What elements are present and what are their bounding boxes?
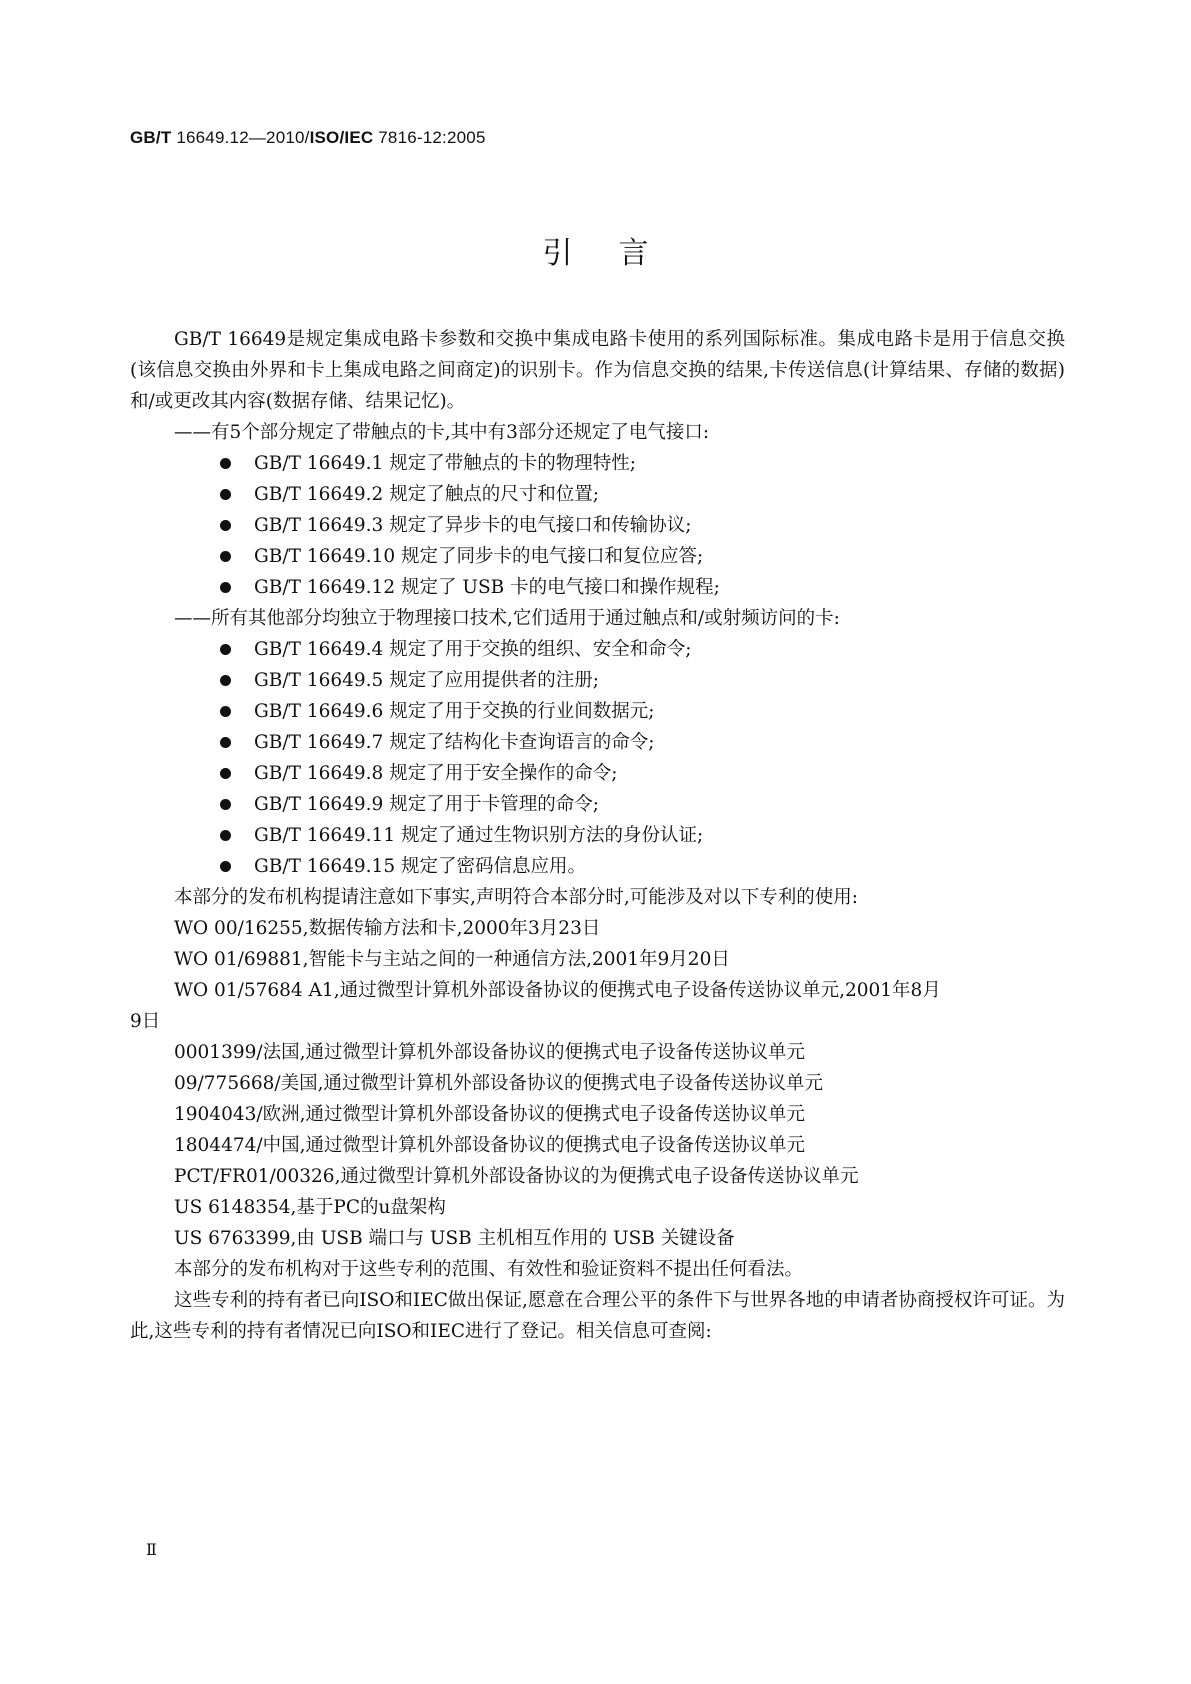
list-item: GB/T 16649.6 规定了用于交换的行业间数据元; (130, 696, 1065, 727)
page-number: Ⅱ (146, 1540, 157, 1559)
patent-entry-line1: WO 01/57684 A1,通过微型计算机外部设备协议的便携式电子设备传送协议单元,2001年8月 (174, 980, 941, 1001)
patent-entry: US 6148354,基于PC的u盘架构 (174, 1197, 446, 1218)
standard-header (130, 128, 486, 148)
bullet-icon (220, 830, 231, 841)
iso-number: 7816-12:2005 (373, 128, 486, 147)
patent-entry-line2: 9日 (130, 1011, 161, 1032)
bullet-icon (220, 551, 231, 562)
list-item: GB/T 16649.3 规定了异步卡的电气接口和传输协议; (130, 510, 1065, 541)
iso-prefix: ISO/IEC (309, 128, 374, 147)
bullet-icon (220, 644, 231, 655)
standard-number: 16649.12—2010/ (171, 128, 310, 147)
list-item: GB/T 16649.7 规定了结构化卡查询语言的命令; (130, 727, 1065, 758)
group1-lead: ——有5个部分规定了带触点的卡,其中有3部分还规定了电气接口: (174, 422, 710, 443)
bullet-icon (220, 489, 231, 500)
bullet-icon (220, 799, 231, 810)
bullet-icon (220, 861, 231, 872)
bullet-icon (220, 737, 231, 748)
bullet-icon (220, 458, 231, 469)
list-item: GB/T 16649.4 规定了用于交换的组织、安全和命令; (130, 634, 1065, 665)
intro-paragraph: GB/T 16649是规定集成电路卡参数和交换中集成电路卡使用的系列国际标准。集成电路卡是用于信息交换(该信息交换由外界和卡上集成电路之间商定)的识别卡。作为信息交换的结果,卡传送信息(计算结果、存储的数据)和/或更改其内容(数据存储、结果记忆)。 (130, 329, 1065, 412)
patent-entry: 1904043/欧洲,通过微型计算机外部设备协议的便携式电子设备传送协议单元 (174, 1104, 806, 1125)
closing-paragraph: 本部分的发布机构对于这些专利的范围、有效性和验证资料不提出任何看法。 (174, 1259, 804, 1280)
patent-entry: PCT/FR01/00326,通过微型计算机外部设备协议的为便携式电子设备传送协议单元 (174, 1166, 859, 1187)
patent-entry: WO 01/69881,智能卡与主站之间的一种通信方法,2001年9月20日 (174, 949, 730, 970)
list-item: GB/T 16649.5 规定了应用提供者的注册; (130, 665, 1065, 696)
patent-intro: 本部分的发布机构提请注意如下事实,声明符合本部分时,可能涉及对以下专利的使用: (174, 887, 858, 908)
bullet-icon (220, 582, 231, 593)
list-item: GB/T 16649.10 规定了同步卡的电气接口和复位应答; (130, 541, 1065, 572)
standard-prefix: GB/T (130, 128, 172, 147)
patent-entry: WO 00/16255,数据传输方法和卡,2000年3月23日 (174, 918, 601, 939)
list-item: GB/T 16649.11 规定了通过生物识别方法的身份认证; (130, 820, 1065, 851)
bullet-icon (220, 520, 231, 531)
bullet-icon (220, 675, 231, 686)
list-item: GB/T 16649.8 规定了用于安全操作的命令; (130, 758, 1065, 789)
list-item: GB/T 16649.1 规定了带触点的卡的物理特性; (130, 448, 1065, 479)
patent-entry: 09/775668/美国,通过微型计算机外部设备协议的便携式电子设备传送协议单元 (174, 1073, 824, 1094)
page-title: 引言 (542, 236, 695, 271)
document-body (130, 324, 1065, 1347)
list-item: GB/T 16649.12 规定了 USB 卡的电气接口和操作规程; (130, 572, 1065, 603)
group2-lead: ——所有其他部分均独立于物理接口技术,它们适用于通过触点和/或射频访问的卡: (174, 608, 840, 629)
patent-entry: US 6763399,由 USB 端口与 USB 主机相互作用的 USB 关键设备 (174, 1228, 735, 1249)
bullet-icon (220, 768, 231, 779)
patent-entry: 0001399/法国,通过微型计算机外部设备协议的便携式电子设备传送协议单元 (174, 1042, 806, 1063)
list-item: GB/T 16649.15 规定了密码信息应用。 (130, 851, 1065, 882)
list-item: GB/T 16649.2 规定了触点的尺寸和位置; (130, 479, 1065, 510)
closing-paragraph: 这些专利的持有者已向ISO和IEC做出保证,愿意在合理公平的条件下与世界各地的申请者协商授权许可证。为此,这些专利的持有者情况已向ISO和IEC进行了登记。相关信息可查阅: (130, 1290, 1065, 1342)
bullet-icon (220, 706, 231, 717)
patent-entry: 1804474/中国,通过微型计算机外部设备协议的便携式电子设备传送协议单元 (174, 1135, 806, 1156)
list-item: GB/T 16649.9 规定了用于卡管理的命令; (130, 789, 1065, 820)
